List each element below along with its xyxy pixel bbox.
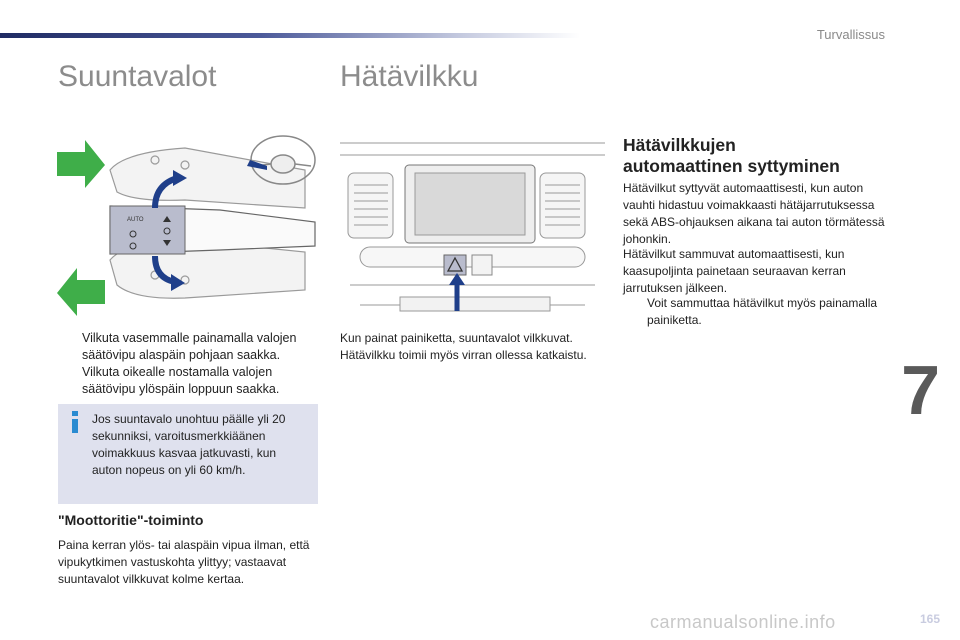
- section-name: Turvallissus: [816, 27, 885, 42]
- stalk-main: [110, 206, 315, 254]
- info-box: [58, 404, 318, 504]
- auto-hazard-bullet: Voit sammuttaa hätävilkut myös painamalla painiketta.: [647, 296, 878, 327]
- lock-button: [472, 255, 492, 275]
- motorway-function-title: "Moottoritie"-toiminto: [58, 512, 204, 528]
- list-item: Vilkuta vasemmalle painamalla valojen säätövipu alaspäin pohjaan saakka.: [82, 331, 297, 362]
- auto-hazard-para-1: Hätävilkut syttyvät automaattisesti, kun auton vauhti hidastuu voimakkaasti hätäjarrutuksessa sekä ABS-ohjauksen aikana tai auton törmätessä johonkin.: [623, 181, 885, 246]
- hazard-button-dashboard-illustration: [340, 135, 605, 320]
- watermark: carmanualsonline.info: [650, 612, 836, 632]
- auto-hazard-title: Hätävilkkujen automaattinen syttyminen: [623, 135, 840, 176]
- list-item: Vilkuta oikealle nostamalla valojen säätövipu ylöspäin loppuun saakka.: [82, 365, 280, 396]
- hazard-caption: Kun painat painiketta, suuntavalot vilkkuvat. Hätävilkku toimii myös virran ollessa katkaistu.: [340, 331, 587, 362]
- turn-signal-instructions: [60, 330, 320, 398]
- right-turn-arrow-icon: [57, 140, 105, 188]
- info-icon: [69, 411, 81, 433]
- turn-signal-stalk-illustration: [55, 130, 320, 320]
- chapter-number: 7: [901, 351, 940, 429]
- stalk-auto-label: AUTO: [127, 217, 144, 223]
- page-title-hatavilkku: Hätävilkku: [340, 60, 479, 93]
- page-number: 165: [919, 612, 940, 626]
- left-turn-arrow-icon: [57, 268, 105, 316]
- list-item: [623, 295, 888, 329]
- auto-hazard-para-2: Hätävilkut sammuvat automaattisesti, kun kaasupoljinta painetaan seuraavan kerran jarrutuksen jälkeen.: [623, 247, 846, 295]
- info-text: Jos suuntavalo unohtuu päälle yli 20 sekunniksi, varoitusmerkkiäänen voimakkuus kasvaa jatkuvasti, kun auton nopeus on yli 60 km/h.: [92, 412, 286, 477]
- page-title-suuntavalot: Suuntavalot: [58, 60, 217, 93]
- header-gradient-bar: [0, 33, 580, 38]
- motorway-function-text: Paina kerran ylös- tai alaspäin vipua ilman, että vipukytkimen vastuskohta ylittyy; vastaavat suuntavalot vilkkuvat kolme kertaa.: [58, 538, 310, 586]
